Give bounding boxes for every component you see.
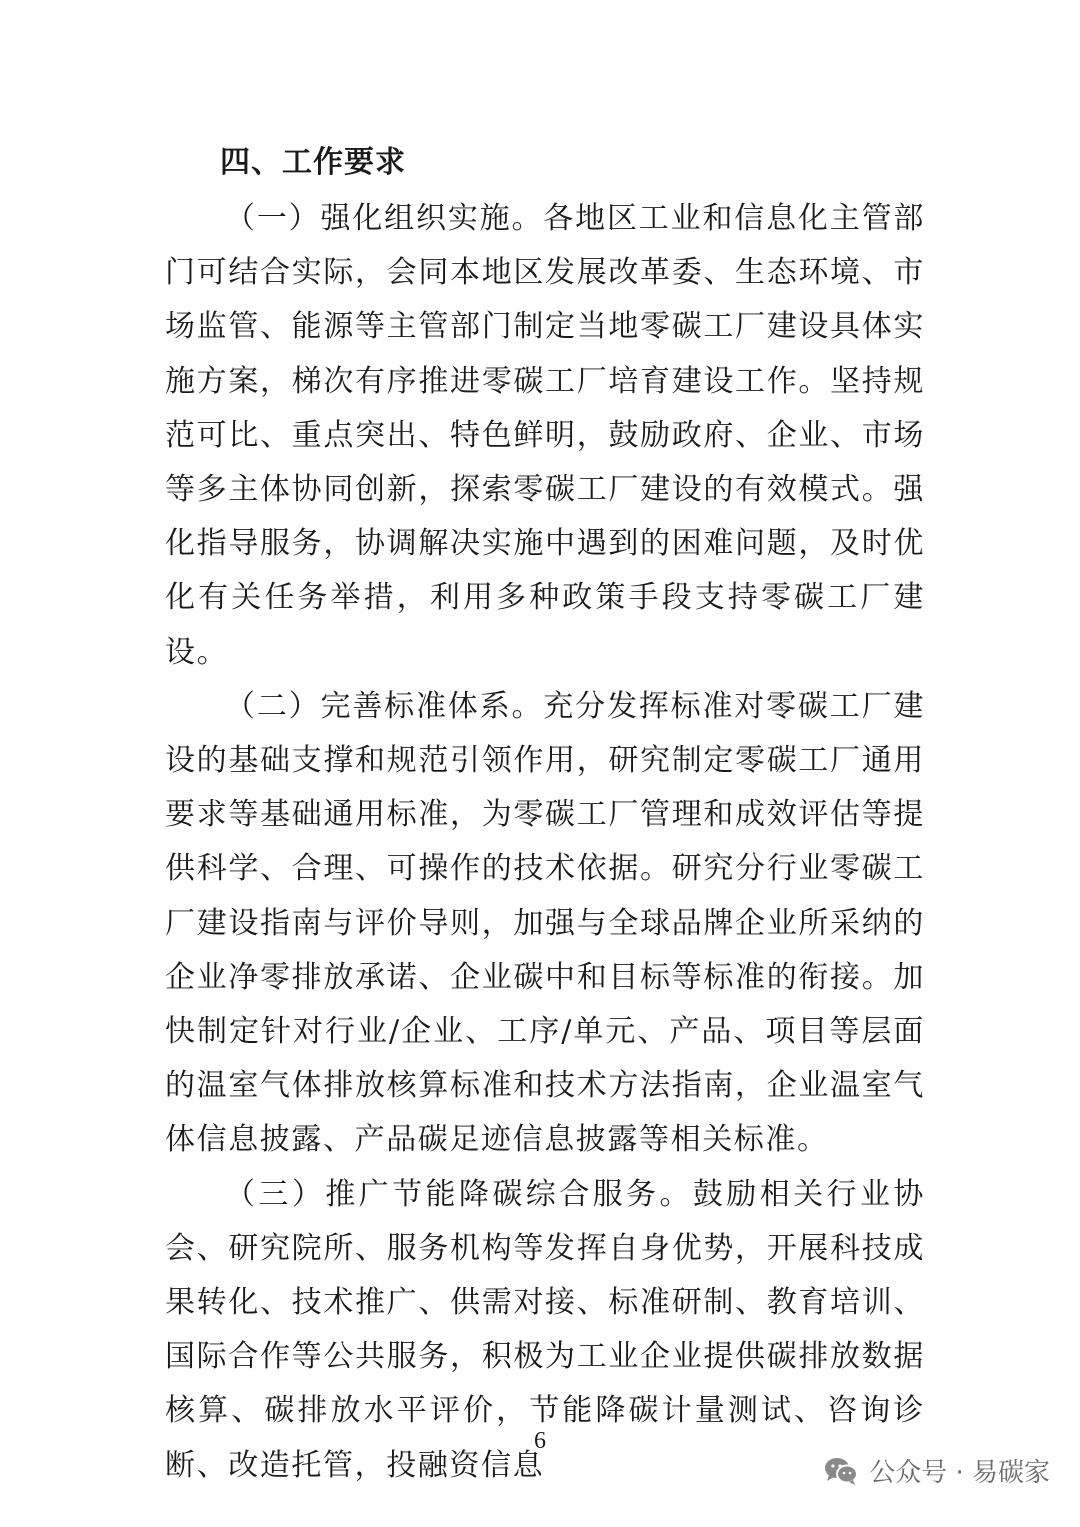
paragraph-2 [165, 680, 925, 1168]
wechat-icon [823, 1456, 859, 1486]
paragraph-body: 各地区工业和信息化主管部门可结合实际，会同本地区发展改革委、生态环境、市场监管、能源等主管部门制定当地零碳工厂建设具体实施方案，梯次有序推进零碳工厂培育建设工作。坚持规范可比、重点突出、特色鲜明，鼓励政府、企业、市场等多主体协同创新，探索零碳工厂建设的有效模式。强化指导服务，协调解决实施中遇到的困难问题，及时优化有关任务举措，利用多种政策手段支持零碳工厂建设。 [165, 201, 926, 670]
paragraph-lead: （三）推广节能降碳综合服务。 [225, 1176, 693, 1212]
paragraph-1 [165, 192, 925, 680]
paragraph-lead: （一）强化组织实施。 [225, 201, 544, 236]
watermark-text: 公众号 · 易碳家 [869, 1458, 1050, 1488]
section-heading: 四、工作要求 [220, 145, 406, 180]
paragraph-body: 鼓励相关行业协会、研究院所、服务机构等发挥自身优势，开展科技成果转化、技术推广、供需对接、标准研制、教育培训、国际合作等公共服务，积极为工业企业提供碳排放数据核算、碳排放水平评价，节能降碳计量测试、咨询诊断、改造托管，投融资信息 [165, 1176, 925, 1483]
paragraph-body: 充分发挥标准对零碳工厂建设的基础支撑和规范引领作用，研究制定零碳工厂通用要求等基础通用标准，为零碳工厂管理和成效评估等提供科学、合理、可操作的技术依据。研究分行业零碳工厂建设指南与评价导则，加强与全球品牌企业所采纳的企业净零排放承诺、企业碳中和目标等标准的衔接。加快制定针对行业/企业、工序/单元、产品、项目等层面的温室气体排放核算标准和技术方法指南，企业温室气体信息披露、产品碳足迹信息披露等相关标准。 [165, 688, 926, 1158]
page-number: 6 [534, 1428, 546, 1454]
body-text [165, 192, 925, 1493]
watermark [823, 1452, 1050, 1489]
paragraph-lead: （二）完善标准体系。 [225, 688, 544, 724]
